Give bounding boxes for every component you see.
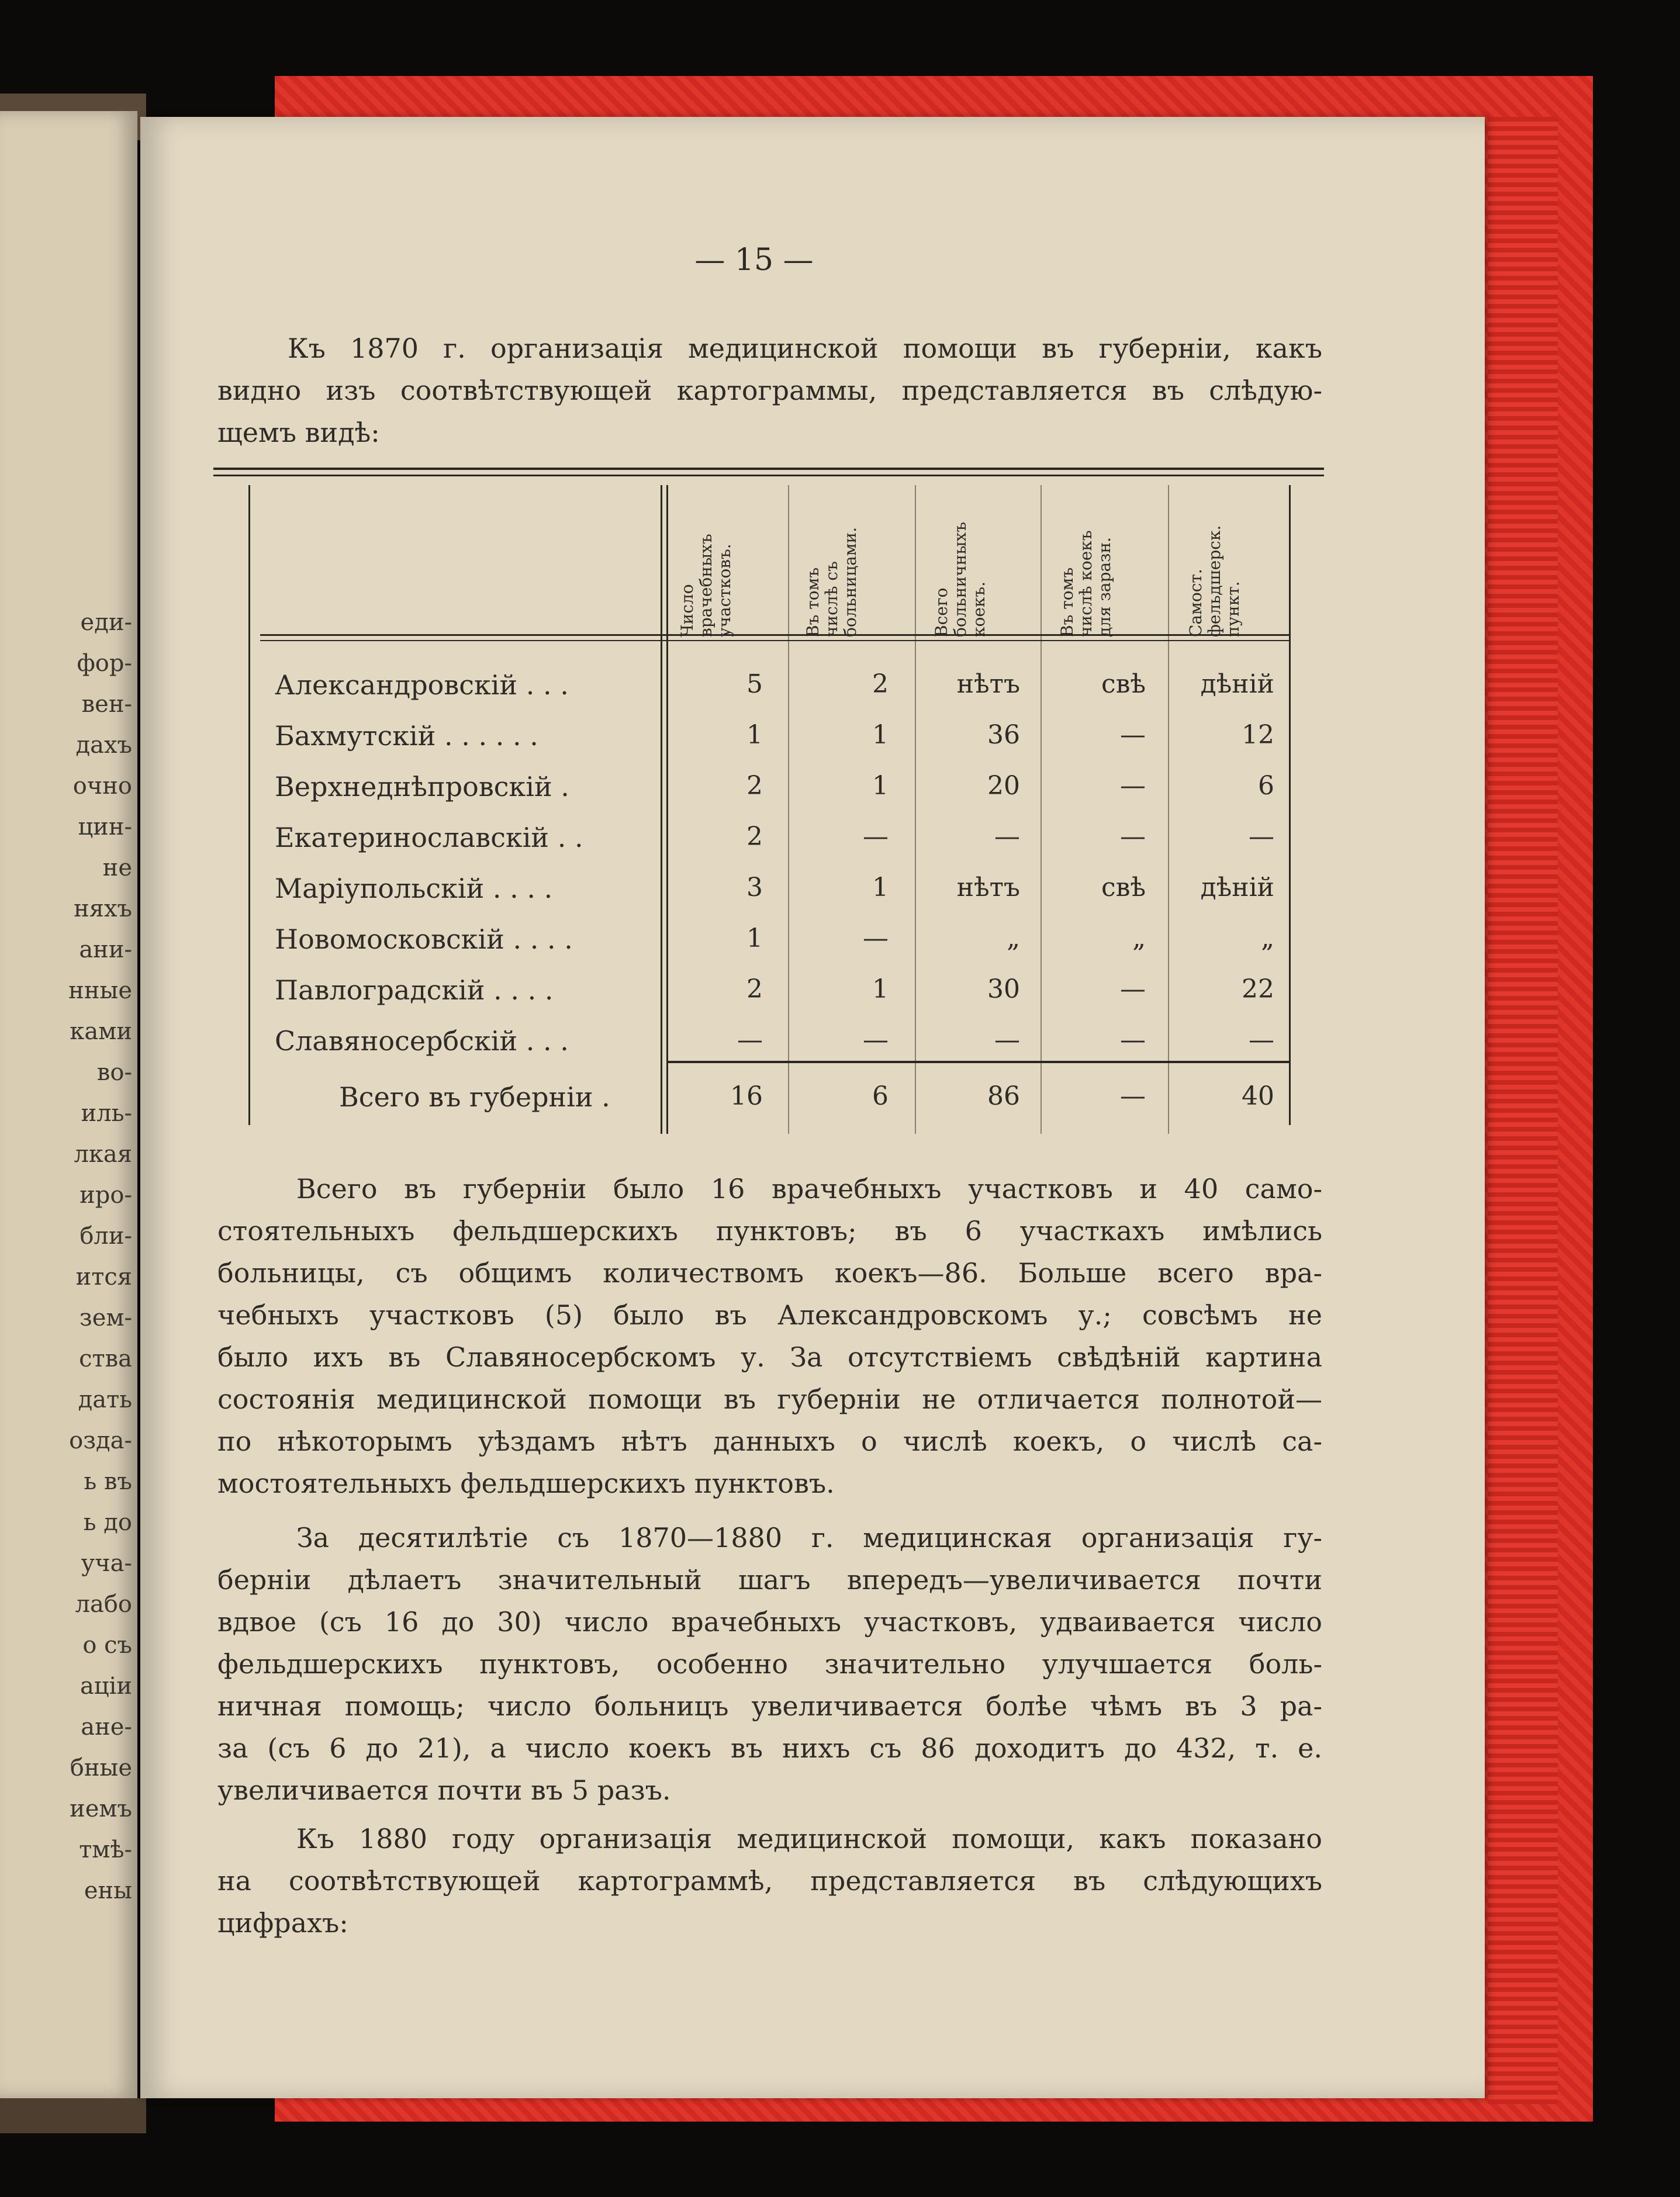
text-line: ничная помощь; число больницъ увеличивается болѣе чѣмъ въ 3 ра- xyxy=(217,1690,1322,1722)
facing-page-line: лкая xyxy=(74,1141,132,1168)
district-name: Новомосковскій . . . . xyxy=(275,923,573,955)
table-cell: — xyxy=(863,822,889,852)
facing-page-line: аціи xyxy=(79,1673,132,1700)
header-bottom-rule-2 xyxy=(260,640,1289,641)
facing-page-line: фор- xyxy=(77,650,132,677)
column-header: Число врачебныхъ участковъ. xyxy=(677,534,734,637)
table-cell: нѣтъ xyxy=(956,873,1020,902)
facing-page-line: цин- xyxy=(78,814,132,840)
table-cell: 30 xyxy=(987,974,1020,1004)
table-cell: 36 xyxy=(987,720,1020,750)
table-cell: 1 xyxy=(746,720,763,750)
intro-paragraph xyxy=(217,327,1322,454)
column-header: Самост. фельдшерск. пункт. xyxy=(1186,525,1243,637)
text-line: берніи дѣлаетъ значительный шагъ впередъ—увеличивается почти xyxy=(217,1564,1322,1596)
table-cell: 2 xyxy=(746,771,763,801)
table-cell: — xyxy=(994,822,1020,852)
text-line: Къ 1870 г. организація медицинской помощи въ губерніи, какъ xyxy=(288,333,1322,364)
text-line: Всего въ губерніи было 16 врачебныхъ участковъ и 40 само- xyxy=(296,1173,1322,1205)
book-spine-bottom xyxy=(0,2098,146,2133)
facing-page-line: няхъ xyxy=(74,895,132,922)
facing-page-line: вен- xyxy=(81,691,132,718)
table-cell: — xyxy=(737,1025,763,1055)
table-top-rule-2 xyxy=(213,475,1324,476)
text-line: вдвое (съ 16 до 30) число врачебныхъ участковъ, удваивается число xyxy=(217,1606,1322,1638)
facing-page-line: тмѣ- xyxy=(79,1836,132,1863)
facing-page-line: бли- xyxy=(79,1223,132,1250)
district-name: Славяносербскій . . . xyxy=(275,1025,569,1057)
table-cell: „ xyxy=(1132,923,1146,953)
facing-page-line: ены xyxy=(84,1877,132,1904)
table-left-border xyxy=(248,485,250,1125)
text-line: щемъ видѣ: xyxy=(217,417,380,448)
paragraph xyxy=(217,1517,1322,1811)
facing-page-line: зем- xyxy=(79,1305,132,1331)
text-line: видно изъ соотвѣтствующей картограммы, представляется въ слѣдую- xyxy=(217,375,1322,406)
table-cell: 1 xyxy=(872,720,889,750)
text-line: состоянія медицинской помощи въ губерніи не отличается полнотой— xyxy=(217,1383,1322,1415)
text-line: стоятельныхъ фельдшерскихъ пунктовъ; въ 6 участкахъ имѣлись xyxy=(217,1215,1322,1247)
table-cell: — xyxy=(863,923,889,953)
table-cell: — xyxy=(1120,720,1146,750)
table-cell: дѣній xyxy=(1200,873,1274,902)
facing-page-line: ства xyxy=(79,1345,132,1372)
column-header: Въ томъ числѣ съ больницами. xyxy=(803,527,860,637)
table-cell: 6 xyxy=(1258,771,1274,801)
table-cell: свѣ xyxy=(1101,669,1146,699)
table-cell: 1 xyxy=(746,923,763,953)
table-cell: — xyxy=(1120,771,1146,801)
paragraph xyxy=(217,1818,1322,1944)
facing-page-line: иро- xyxy=(79,1182,132,1209)
text-line: мостоятельныхъ фельдшерскихъ пунктовъ. xyxy=(217,1468,835,1499)
table-cell: 2 xyxy=(872,669,889,699)
district-name: Екатеринославскій . . xyxy=(275,822,583,853)
total-rule xyxy=(666,1061,1289,1063)
facing-page-line: ане- xyxy=(81,1714,132,1741)
facing-page-line: озда- xyxy=(69,1427,132,1454)
facing-page-line: лабо xyxy=(75,1591,132,1618)
facing-page-line: о съ xyxy=(82,1632,132,1659)
district-name: Павлоградскій . . . . xyxy=(275,974,554,1006)
table-cell: 1 xyxy=(872,873,889,902)
text-line: увеличивается почти въ 5 разъ. xyxy=(217,1774,671,1806)
text-line: За десятилѣтіе съ 1870—1880 г. медицинская организація гу- xyxy=(296,1522,1322,1554)
table-cell: — xyxy=(994,1025,1020,1055)
table-cell: 1 xyxy=(872,974,889,1004)
cover-edge xyxy=(1488,117,1558,2104)
facing-page-line: нные xyxy=(68,977,132,1004)
facing-page-line: ится xyxy=(75,1264,132,1290)
district-name: Александровскій . . . xyxy=(275,669,569,701)
table-right-border xyxy=(1289,485,1291,1125)
table-cell: 2 xyxy=(746,822,763,852)
table-cell: 40 xyxy=(1242,1081,1274,1111)
table-cell: свѣ xyxy=(1101,873,1146,902)
district-name: Верхнеднѣпровскій . xyxy=(275,771,569,802)
facing-page-line: ь въ xyxy=(84,1468,132,1495)
facing-page-line: дать xyxy=(78,1386,132,1413)
table-cell: „ xyxy=(1007,923,1020,953)
column-header: Всего больничныхъ коекъ. xyxy=(932,521,988,637)
table-cell: 22 xyxy=(1242,974,1274,1004)
facing-page-line: еди- xyxy=(80,609,132,636)
table-cell: 16 xyxy=(730,1081,763,1111)
text-line: больницы, съ общимъ количествомъ коекъ—86. Больше всего вра- xyxy=(217,1257,1322,1289)
facing-page-line: очно xyxy=(72,773,132,800)
table-cell: — xyxy=(1249,1025,1274,1055)
facing-page-line: дахъ xyxy=(75,732,132,759)
facing-page-line: не xyxy=(102,854,132,881)
facing-page-line: иемъ xyxy=(70,1795,132,1822)
text-line: было ихъ въ Славяносербскомъ у. За отсутствіемъ свѣдѣній картина xyxy=(217,1341,1322,1373)
text-line: по нѣкоторымъ уѣздамъ нѣтъ данныхъ о числѣ коекъ, о числѣ са- xyxy=(217,1426,1322,1457)
table-cell: 86 xyxy=(987,1081,1020,1111)
paragraph xyxy=(217,1168,1322,1504)
facing-page-line: иль- xyxy=(81,1100,132,1127)
column-header: Въ томъ числѣ коекъ для заразн. xyxy=(1057,530,1114,637)
table-cell: дѣній xyxy=(1200,669,1274,699)
facing-page-line: бные xyxy=(70,1755,132,1781)
table-cell: — xyxy=(1120,822,1146,852)
text-line: Къ 1880 году организація медицинской помощи, какъ показано xyxy=(296,1823,1322,1855)
table-cell: 2 xyxy=(746,974,763,1004)
table-cell: 6 xyxy=(872,1081,889,1111)
table-cell: 20 xyxy=(987,771,1020,801)
table-cell: — xyxy=(1120,974,1146,1004)
text-line: цифрахъ: xyxy=(217,1907,348,1939)
table-cell: 3 xyxy=(746,873,763,902)
table-cell: — xyxy=(1249,822,1274,852)
table-cell: 5 xyxy=(746,669,763,699)
facing-page-line: во- xyxy=(96,1059,132,1086)
table-cell: „ xyxy=(1261,923,1274,953)
text-line: на соотвѣтствующей картограммѣ, представляется въ слѣдующихъ xyxy=(217,1865,1322,1897)
table-cell: 1 xyxy=(872,771,889,801)
text-line: за (съ 6 до 21), а число коекъ въ нихъ съ 86 доходитъ до 432, т. е. xyxy=(217,1732,1322,1764)
text-line: фельдшерскихъ пунктовъ, особенно значительно улучшается боль- xyxy=(217,1648,1322,1680)
table-cell: — xyxy=(863,1025,889,1055)
district-name: Маріупольскій . . . . xyxy=(275,873,553,904)
header-bottom-rule xyxy=(260,634,1289,636)
table-top-rule xyxy=(213,468,1324,470)
table-cell: — xyxy=(1120,1081,1146,1111)
facing-page-line: уча- xyxy=(81,1550,132,1577)
facing-page-text xyxy=(0,602,134,1911)
table-cell: нѣтъ xyxy=(956,669,1020,699)
facing-page-line: ь до xyxy=(83,1509,132,1536)
facing-page-line: ками xyxy=(70,1018,132,1045)
text-line: чебныхъ участковъ (5) было въ Александровскомъ у.; совсѣмъ не xyxy=(217,1299,1322,1331)
total-row-label: Всего въ губерніи . xyxy=(339,1081,610,1113)
district-name: Бахмутскій . . . . . . xyxy=(275,720,538,752)
facing-page-line: ани- xyxy=(79,936,132,963)
page-number: — 15 — xyxy=(694,243,814,278)
table-cell: — xyxy=(1120,1025,1146,1055)
table-cell: 12 xyxy=(1242,720,1274,750)
